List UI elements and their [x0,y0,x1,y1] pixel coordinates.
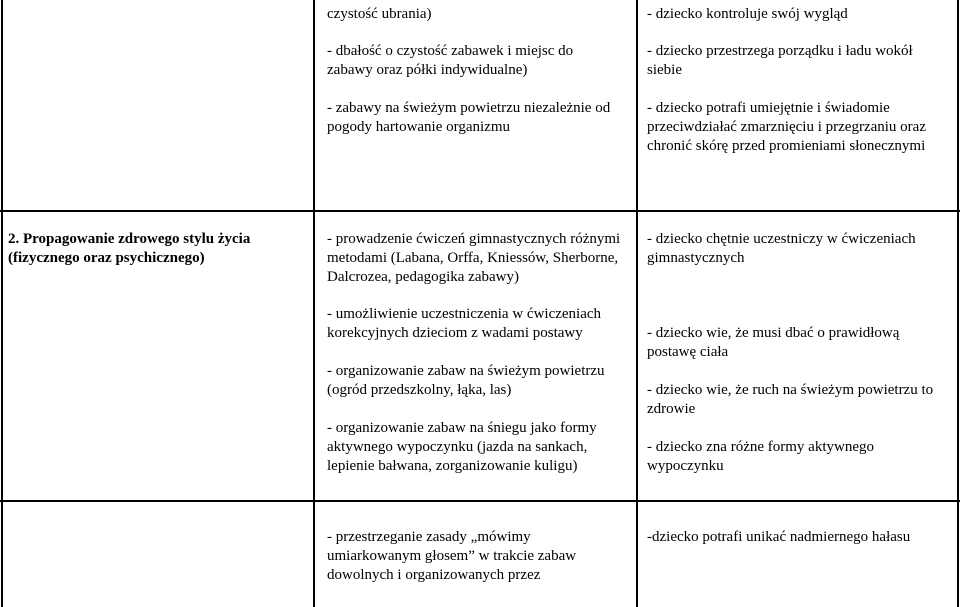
table-border-row1 [0,210,960,212]
table-border-col1 [313,0,315,607]
row2-col2-para-2: - umożliwienie uczestniczenia w ćwiczeniach korekcyjnych dzieciom z wadami postawy [327,306,602,341]
row1-col3-para-1: - dziecko kontroluje swój wygląd [647,6,848,22]
row3-col2-para-1: - przestrzeganie zasady „mówimy umiarkowanym głosem” w trakcie zabaw dowolnych i organizowanych przez [327,529,577,583]
row3-col3-para-1: -dziecko potrafi unikać nadmiernego hałasu [647,529,911,545]
row1-col2-para-3: - zabawy na świeżym powietrzu niezależnie od pogody hartowanie organizmu [327,100,611,135]
row1-col2-para-2: - dbałość o czystość zabawek i miejsc do zabawy oraz półki indywidualne) [327,43,574,78]
row1-col2-para-1: czystość ubrania) [327,6,432,22]
row1-col3-para-3: - dziecko potrafi umiejętnie i świadomie przeciwdziałać zmarznięciu i przegrzaniu oraz chronić skórę przed promieniami słonecznymi [647,100,926,154]
row2-col2-para-3: - organizowanie zabaw na świeżym powietrzu (ogród przedszkolny, łąka, las) [327,363,605,398]
row3-col2-cell [327,528,617,585]
row2-col2-para-1: - prowadzenie ćwiczeń gimnastycznych różnymi metodami (Labana, Orffa, Kniessów, Sherborne, Dalcrozea, pedagogika zabawy) [327,231,621,285]
table-border-row2 [0,500,960,502]
row2-col3-para-1: - dziecko chętnie uczestniczy w ćwiczeniach gimnastycznych [647,231,916,266]
row2-col3-para-3: - dziecko wie, że ruch na świeżym powietrzu to zdrowie [647,382,934,417]
row2-col1-cell [8,230,308,268]
row2-col3-para-4: - dziecko zna różne formy aktywnego wypoczynku [647,439,874,474]
row2-col3-para-2: - dziecko wie, że musi dbać o prawidłową postawę ciała [647,325,900,360]
row2-col2-para-4: - organizowanie zabaw na śniegu jako formy aktywnego wypoczynku (jazda na sankach, lepienie bałwana, zorganizowanie kuligu) [327,420,597,474]
section-heading: 2. Propagowanie zdrowego stylu życia (fizycznego oraz psychicznego) [8,231,251,266]
table-border-left [1,0,3,607]
row3-col3-cell [647,528,947,547]
row1-col3-para-2: - dziecko przestrzega porządku i ładu wokół siebie [647,43,913,78]
table-border-col2 [636,0,638,607]
table-border-right [957,0,959,607]
